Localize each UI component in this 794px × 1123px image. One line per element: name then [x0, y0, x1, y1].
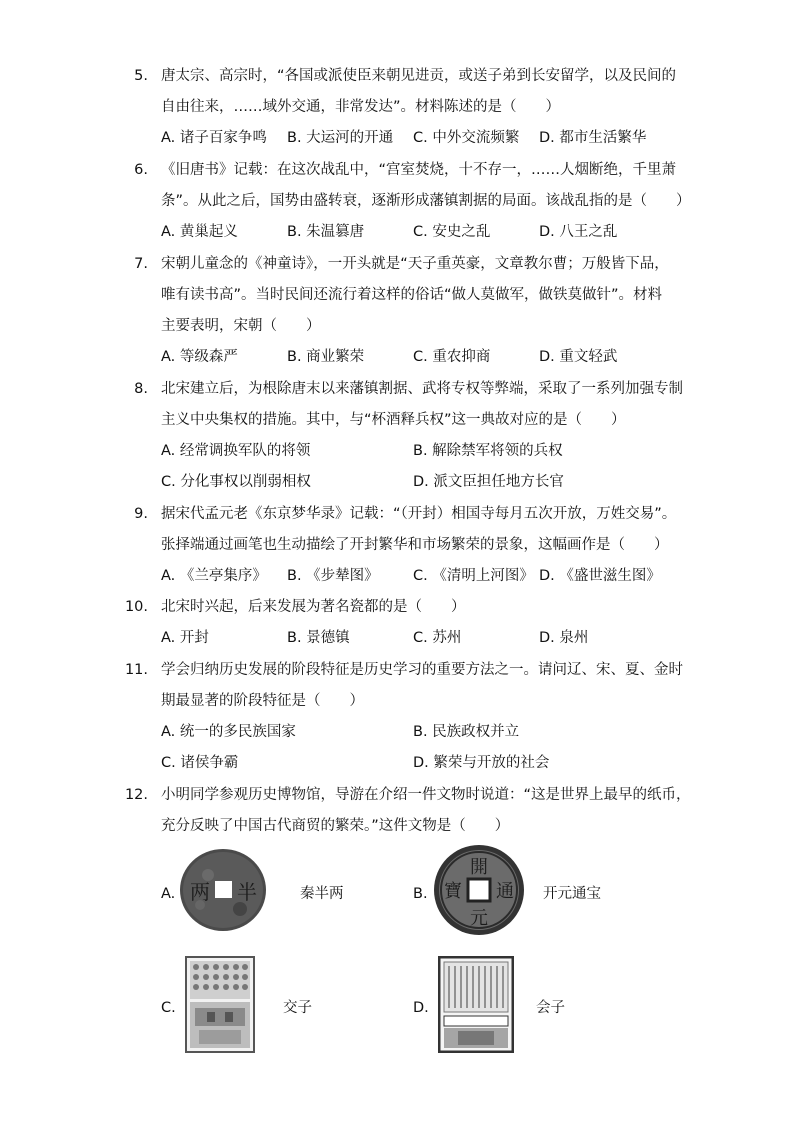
option-c[interactable]: C. 《清明上河图》	[413, 568, 534, 584]
question-number: 8.	[134, 381, 148, 397]
question-text: 充分反映了中国古代商贸的繁荣。”这件文物是（ ）	[161, 818, 510, 834]
option-caption: 秦半两	[300, 886, 344, 902]
option-c[interactable]: C. 安史之乱	[413, 224, 491, 240]
option-b[interactable]: B. 《步辇图》	[287, 568, 379, 584]
option-c[interactable]: C. 中外交流频繁	[413, 130, 520, 146]
option-d[interactable]: D. 都市生活繁华	[539, 130, 647, 146]
question-text: 宋朝儿童念的《神童诗》，一开头就是“天子重英豪，文章教尔曹；万般皆下品，	[161, 256, 669, 272]
option-a[interactable]: A.	[161, 886, 176, 902]
option-a[interactable]: A. 经常调换军队的将领	[161, 443, 311, 459]
option-b[interactable]: B. 解除禁军将领的兵权	[413, 443, 563, 459]
coin-glyph: 開	[470, 857, 488, 878]
question-number: 12.	[124, 787, 148, 803]
question-text: 条”。从此之后，国势由盛转衰，逐渐形成藩镇割据的局面。该战乱指的是（ ）	[161, 193, 691, 209]
option-b[interactable]: B. 大运河的开通	[287, 130, 394, 146]
option-caption: 会子	[536, 1000, 565, 1016]
option-d[interactable]: D. 繁荣与开放的社会	[413, 755, 550, 771]
huizi-banknote-image[interactable]	[438, 956, 514, 1053]
option-b[interactable]: B. 朱温篡唐	[287, 224, 365, 240]
question-text: 《旧唐书》记载：在这次战乱中，“宫室焚烧，十不存一，……人烟断绝，千里萧	[161, 162, 677, 178]
option-b[interactable]: B.	[413, 886, 428, 902]
option-caption: 开元通宝	[543, 886, 601, 902]
question-number: 10.	[124, 599, 148, 615]
qin-banliang-coin-image[interactable]	[178, 847, 268, 933]
kaiyuan-tongbao-coin-image[interactable]	[433, 844, 525, 936]
option-a[interactable]: A. 等级森严	[161, 349, 238, 365]
question-number: 9.	[134, 506, 148, 522]
option-a[interactable]: A. 统一的多民族国家	[161, 724, 296, 740]
option-c[interactable]: C. 诸侯争霸	[161, 755, 239, 771]
option-a[interactable]: A. 黄巢起义	[161, 224, 238, 240]
option-a[interactable]: A. 开封	[161, 630, 209, 646]
question-text: 主义中央集权的措施。其中，与“杯酒释兵权”这一典故对应的是（ ）	[161, 412, 626, 428]
option-c[interactable]: C. 分化事权以削弱相权	[161, 474, 311, 490]
question-text: 据宋代孟元老《东京梦华录》记载：“（开封）相国寺每月五次开放，万姓交易”。	[161, 506, 677, 522]
coin-glyph: 通	[496, 881, 514, 902]
question-text: 学会归纳历史发展的阶段特征是历史学习的重要方法之一。请问辽、宋、夏、金时	[161, 662, 683, 678]
option-a[interactable]: A. 《兰亭集序》	[161, 568, 267, 584]
option-d[interactable]: D. 泉州	[539, 630, 589, 646]
question-number: 11.	[124, 662, 148, 678]
question-text: 期最显著的阶段特征是（ ）	[161, 693, 364, 709]
jiaozi-banknote-image[interactable]	[185, 956, 255, 1053]
option-caption: 交子	[283, 1000, 312, 1016]
option-b[interactable]: B. 民族政权并立	[413, 724, 520, 740]
option-d[interactable]: D. 派文臣担任地方长官	[413, 474, 564, 490]
coin-glyph: 两	[190, 880, 210, 904]
question-number: 6.	[134, 162, 148, 178]
question-text: 北宋时兴起，后来发展为著名瓷都的是（ ）	[161, 599, 466, 615]
option-d[interactable]: D. 重文轻武	[539, 349, 618, 365]
option-b[interactable]: B. 景德镇	[287, 630, 350, 646]
option-c[interactable]: C. 苏州	[413, 630, 462, 646]
question-text: 唐太宗、高宗时，“各国或派使臣来朝见进贡，或送子弟到长安留学，以及民间的	[161, 68, 677, 84]
question-text: 自由往来，……域外交通，非常发达”。材料陈述的是（ ）	[161, 99, 561, 115]
question-text: 北宋建立后，为根除唐末以来藩镇割据、武将专权等弊端，采取了一系列加强专制	[161, 381, 683, 397]
question-number: 5.	[134, 68, 148, 84]
coin-glyph: 元	[470, 908, 488, 929]
option-c[interactable]: C. 重农抑商	[413, 349, 491, 365]
option-a[interactable]: A. 诸子百家争鸣	[161, 130, 267, 146]
option-d[interactable]: D.	[413, 1000, 429, 1016]
question-text: 唯有读书高”。当时民间还流行着这样的俗话“做人莫做军，做铁莫做针”。材料	[161, 287, 663, 303]
question-number: 7.	[134, 256, 148, 272]
question-text: 主要表明，宋朝（ ）	[161, 318, 321, 334]
option-b[interactable]: B. 商业繁荣	[287, 349, 365, 365]
coin-glyph: 半	[237, 880, 257, 904]
option-d[interactable]: D. 《盛世滋生图》	[539, 568, 661, 584]
option-c[interactable]: C.	[161, 1000, 176, 1016]
question-text: 张择端通过画笔也生动描绘了开封繁华和市场繁荣的景象，这幅画作是（ ）	[161, 537, 669, 553]
option-d[interactable]: D. 八王之乱	[539, 224, 618, 240]
coin-glyph: 寶	[444, 881, 462, 902]
question-text: 小明同学参观历史博物馆，导游在介绍一件文物时说道：“这是世界上最早的纸币，	[161, 787, 691, 803]
